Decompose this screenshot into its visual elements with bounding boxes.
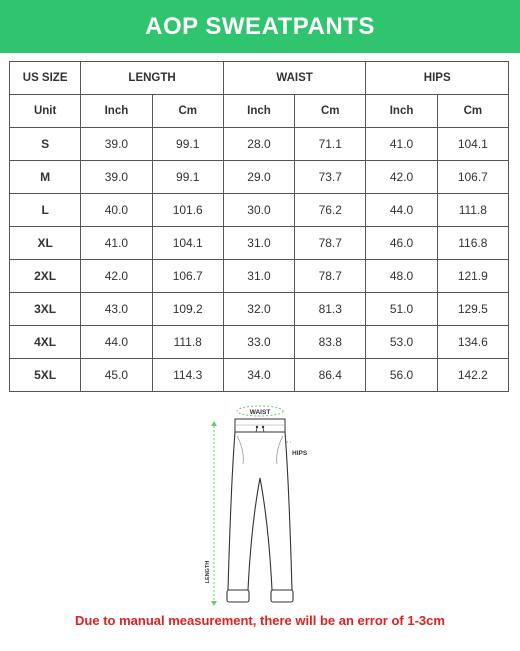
table-row	[10, 260, 509, 293]
value-cell: 116.8	[437, 227, 508, 260]
value-cell: 29.0	[223, 161, 294, 194]
length-arrow-bottom	[211, 601, 217, 606]
value-cell: 42.0	[81, 260, 152, 293]
value-cell: 53.0	[366, 326, 437, 359]
value-cell: 46.0	[366, 227, 437, 260]
unit-cell: Inch	[366, 95, 437, 128]
value-cell: 51.0	[366, 293, 437, 326]
size-cell: 4XL	[10, 326, 81, 359]
size-cell: 3XL	[10, 293, 81, 326]
waistband	[235, 419, 285, 432]
unit-header: Unit	[10, 95, 81, 128]
value-cell: 109.2	[152, 293, 223, 326]
value-cell: 86.4	[295, 359, 366, 392]
value-cell: 81.3	[295, 293, 366, 326]
unit-cell: Inch	[81, 95, 152, 128]
value-cell: 134.6	[437, 326, 508, 359]
drawstring-eyelet-right	[262, 426, 264, 428]
value-cell: 129.5	[437, 293, 508, 326]
value-cell: 73.7	[295, 161, 366, 194]
value-cell: 99.1	[152, 128, 223, 161]
group-header-row	[10, 62, 509, 95]
hips-label: HIPS	[292, 450, 308, 457]
table-row	[10, 194, 509, 227]
value-cell: 83.8	[295, 326, 366, 359]
page-title: AOP SWEATPANTS	[145, 12, 375, 40]
value-cell: 121.9	[437, 260, 508, 293]
value-cell: 33.0	[223, 326, 294, 359]
sweatpants-diagram	[190, 400, 330, 612]
size-cell: S	[10, 128, 81, 161]
unit-cell: Cm	[295, 95, 366, 128]
value-cell: 45.0	[81, 359, 152, 392]
value-cell: 106.7	[437, 161, 508, 194]
size-cell: L	[10, 194, 81, 227]
value-cell: 28.0	[223, 128, 294, 161]
value-cell: 142.2	[437, 359, 508, 392]
value-cell: 44.0	[366, 194, 437, 227]
value-cell: 40.0	[81, 194, 152, 227]
measurement-note: Due to manual measurement, there will be an error of 1-3cm	[75, 613, 445, 628]
value-cell: 99.1	[152, 161, 223, 194]
value-cell: 104.1	[152, 227, 223, 260]
value-cell: 39.0	[81, 161, 152, 194]
value-cell: 41.0	[366, 128, 437, 161]
value-cell: 31.0	[223, 227, 294, 260]
value-cell: 78.7	[295, 260, 366, 293]
value-cell: 32.0	[223, 293, 294, 326]
value-cell: 41.0	[81, 227, 152, 260]
hips-header: HIPS	[366, 62, 509, 95]
table-row	[10, 293, 509, 326]
waist-header: WAIST	[223, 62, 366, 95]
drawstring-eyelet-left	[256, 426, 258, 428]
length-header: LENGTH	[81, 62, 224, 95]
value-cell: 106.7	[152, 260, 223, 293]
table-row	[10, 227, 509, 260]
value-cell: 34.0	[223, 359, 294, 392]
cuff-right	[271, 590, 293, 602]
value-cell: 101.6	[152, 194, 223, 227]
value-cell: 71.1	[295, 128, 366, 161]
size-cell: M	[10, 161, 81, 194]
table-row	[10, 359, 509, 392]
value-cell: 56.0	[366, 359, 437, 392]
unit-cell: Cm	[437, 95, 508, 128]
pants-legs	[228, 432, 292, 590]
value-cell: 104.1	[437, 128, 508, 161]
value-cell: 31.0	[223, 260, 294, 293]
unit-header-row	[10, 95, 509, 128]
table-row	[10, 128, 509, 161]
cuff-left	[227, 590, 249, 602]
value-cell: 39.0	[81, 128, 152, 161]
unit-cell: Cm	[152, 95, 223, 128]
waist-label: WAIST	[249, 409, 271, 416]
length-arrow-top	[211, 421, 217, 426]
value-cell: 43.0	[81, 293, 152, 326]
value-cell: 30.0	[223, 194, 294, 227]
length-label: LENGTH	[205, 560, 211, 584]
size-cell: 5XL	[10, 359, 81, 392]
size-cell: XL	[10, 227, 81, 260]
size-cell: 2XL	[10, 260, 81, 293]
value-cell: 42.0	[366, 161, 437, 194]
us-size-header: US SIZE	[10, 62, 81, 95]
value-cell: 76.2	[295, 194, 366, 227]
sweatpants-illustration	[190, 400, 330, 612]
title-banner	[0, 0, 520, 53]
value-cell: 111.8	[437, 194, 508, 227]
table-row	[10, 161, 509, 194]
value-cell: 44.0	[81, 326, 152, 359]
table-row	[10, 326, 509, 359]
value-cell: 114.3	[152, 359, 223, 392]
unit-cell: Inch	[223, 95, 294, 128]
value-cell: 111.8	[152, 326, 223, 359]
size-chart-table	[9, 61, 509, 392]
value-cell: 78.7	[295, 227, 366, 260]
value-cell: 48.0	[366, 260, 437, 293]
